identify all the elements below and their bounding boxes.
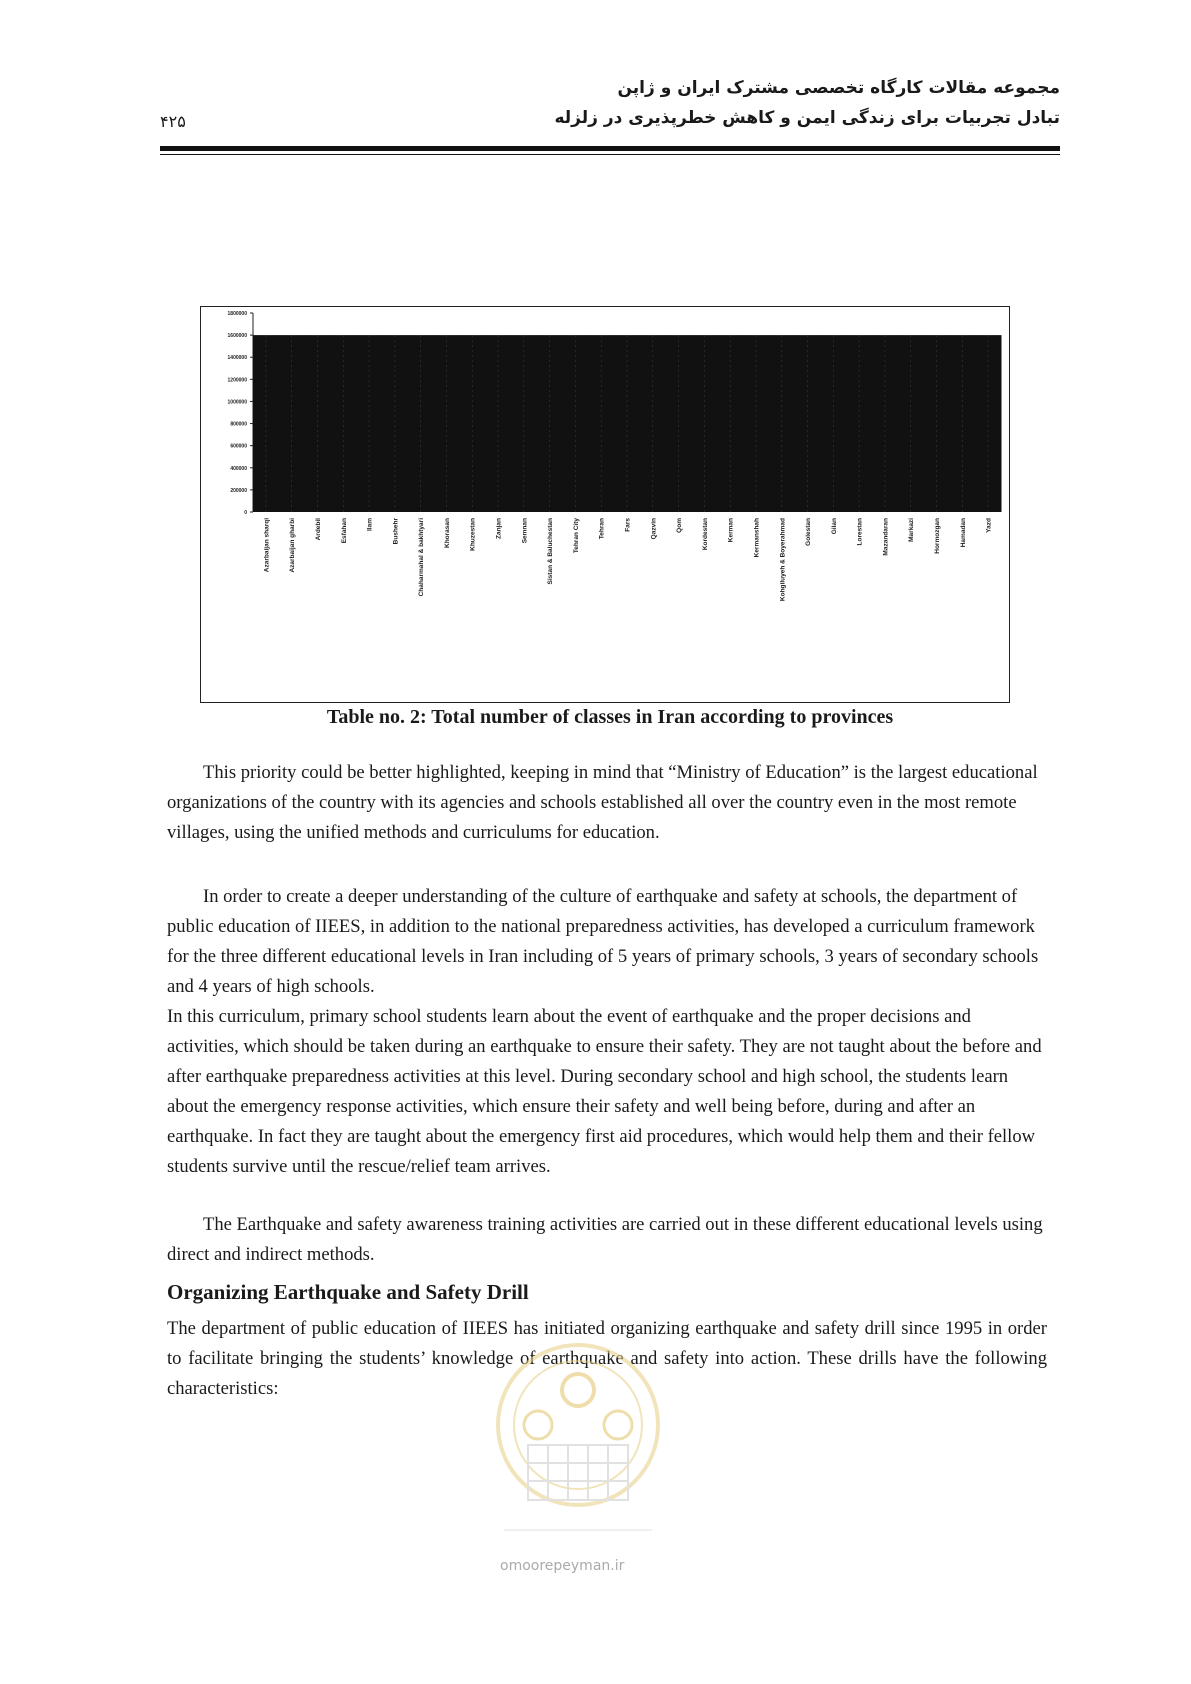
x-tick-label: Mazandaran <box>882 518 890 556</box>
x-tick-label: Qazvin <box>650 518 658 540</box>
x-tick-label: Fars <box>624 518 632 532</box>
y-tick-label: 200000 <box>230 487 247 494</box>
x-tick-label: Semnan <box>521 518 529 544</box>
paragraph-2: In order to create a deeper understanding of the culture of earthquake and safety at schools, the department of public education of IIEES, in addition to the national preparedness activities, has developed a curriculum framework for the three different educational levels in Iran including of 5 years of primary schools, 3 years of secondary schools and 4 years of high schools. <box>167 886 1039 997</box>
y-tick-label: 1800000 <box>227 311 247 317</box>
y-tick-label: 600000 <box>230 443 247 450</box>
paragraph-1: This priority could be better highlighted, keeping in mind that “Ministry of Education” is the largest educational organizations of the country with its agencies and schools established all over the country even in the most remote villages, using the unified methods and curriculums for education. <box>167 762 1038 843</box>
x-tick-label: Kerman <box>727 518 735 543</box>
page-header <box>160 78 1060 158</box>
header-rule-thick <box>160 146 1060 151</box>
header-title: مجموعه مقالات کارگاه تخصصی مشترک ایران و ژاپن <box>617 78 1060 98</box>
x-tick-label: Kordestan <box>701 518 709 551</box>
y-tick-label: 1400000 <box>227 355 247 362</box>
x-tick-label: Khuzestan <box>469 518 477 551</box>
page-number: ۴۲۵ <box>160 112 186 131</box>
x-tick-label: Chaharmahal & bakhtyari <box>418 518 426 597</box>
bar-chart <box>200 306 1010 703</box>
x-tick-label: Golestan <box>805 518 813 546</box>
y-tick-label: 400000 <box>230 465 247 472</box>
x-tick-label: Azarbaijan sharqi <box>263 518 271 573</box>
x-tick-label: Kermanshah <box>753 518 761 558</box>
watermark-url: omoorepeyman.ir <box>500 1558 625 1574</box>
chart-caption: Table no. 2: Total number of classes in Iran according to provinces <box>326 706 894 728</box>
seal-logo-icon <box>488 1330 668 1560</box>
x-tick-label: Esfahan <box>340 518 348 544</box>
y-tick-label: 1200000 <box>227 377 247 384</box>
x-tick-label: Qom <box>676 518 684 533</box>
x-tick-label: Azarbaijan gharbi <box>289 518 297 573</box>
x-tick-label: Hormozgan <box>934 518 942 554</box>
y-tick-label: 800000 <box>230 421 247 428</box>
x-tick-label: Zanjan <box>495 518 503 539</box>
y-tick-label: 0 <box>244 510 247 516</box>
x-tick-label: Bushehr <box>392 518 400 545</box>
x-tick-label: Yazd <box>985 518 993 533</box>
paragraph-3: In this curriculum, primary school students learn about the event of earthquake and the proper decisions and activities, which should be taken during an earthquake to ensure their safety. They are not taught about the before and after earthquake preparedness activities at this level. During secondary school and high school, the students learn about the emergency response activities, which ensure their safety and well being before, during and after an earthquake. In fact they are taught about the emergency first aid procedures, which would help them and their fellow students survive until the rescue/relief team arrives. <box>167 1006 1042 1177</box>
x-tick-label: Tehran <box>598 518 606 540</box>
x-tick-label: Hamadan <box>959 518 967 548</box>
x-tick-label: Khorasan <box>443 518 451 548</box>
y-tick-label: 1000000 <box>227 399 247 406</box>
header-rule-thin <box>160 154 1060 155</box>
paragraph-5: The department of public education of IIEES has initiated organizing earthquake and safety drill since 1995 in order to facilitate bringing the students’ knowledge of earthquake and safety into action. These drills have the following characteristics: <box>167 1318 1047 1399</box>
x-tick-label: Gilan <box>830 518 838 535</box>
x-tick-label: Ilam <box>366 518 374 532</box>
paragraph-4: The Earthquake and safety awareness training activities are carried out in these different educational levels using direct and indirect methods. <box>167 1214 1043 1265</box>
x-tick-label: Lorestan <box>856 518 864 546</box>
x-tick-label: Sistan & Baluchestan <box>547 518 555 585</box>
x-tick-label: Markazi <box>908 518 916 542</box>
x-tick-label: Ardebil <box>314 518 322 541</box>
x-tick-label: Kohgiluyeh & Boyerahmad <box>779 518 787 602</box>
chart-canvas <box>201 307 1009 702</box>
section-heading: Organizing Earthquake and Safety Drill <box>167 1280 529 1304</box>
y-tick-label: 1600000 <box>227 333 247 340</box>
x-tick-label: Tehran City <box>572 518 580 554</box>
header-subtitle: تبادل تجربیات برای زندگی ایمن و کاهش خطرپذیری در زلزله <box>554 108 1060 128</box>
